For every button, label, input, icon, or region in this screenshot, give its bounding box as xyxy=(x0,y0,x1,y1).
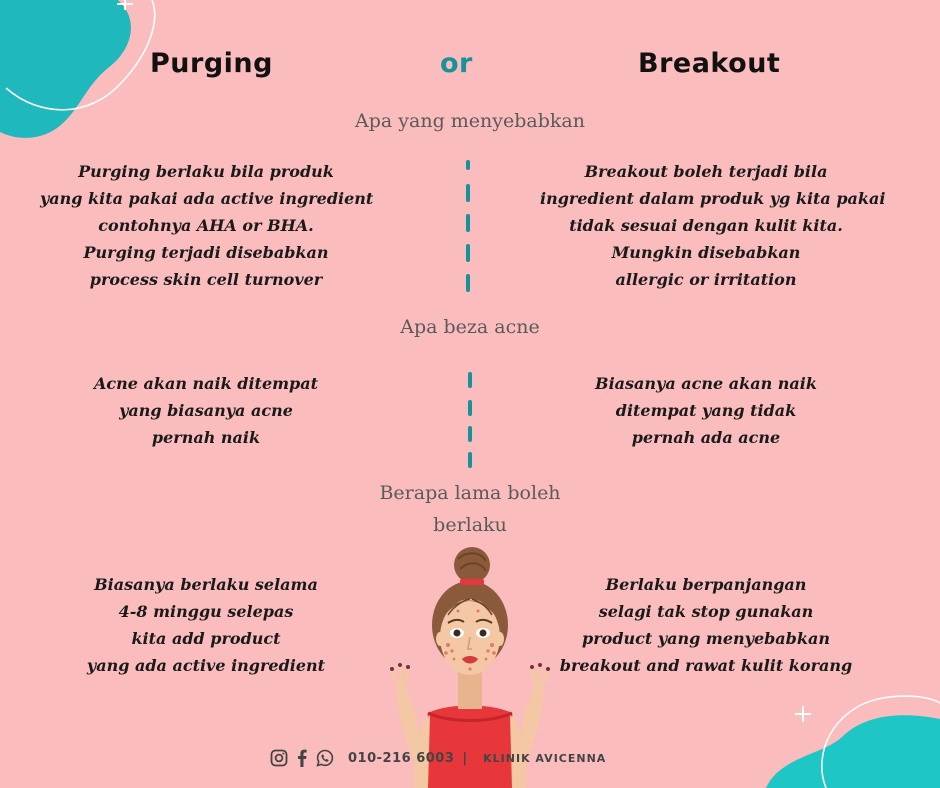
text-line: Berlaku berpanjangan xyxy=(605,575,807,594)
purging-acne-text xyxy=(40,370,372,451)
clinic-name: KLINIK AVICENNA xyxy=(483,751,607,765)
text-line: ingredient dalam produk yg kita pakai xyxy=(540,189,886,208)
breakout-causes-text xyxy=(540,158,886,293)
text-line: breakout and rawat kulit korang xyxy=(559,656,853,675)
footer-separator: | xyxy=(462,750,468,766)
section-title-line: Berapa lama boleh xyxy=(379,482,561,504)
text-line: kita add product xyxy=(131,629,281,648)
phone-number: 010-216 6003 xyxy=(348,750,455,766)
dashed-divider xyxy=(466,370,474,470)
text-line: allergic or irritation xyxy=(615,270,797,289)
section-title-duration xyxy=(0,477,940,541)
text-line: yang ada active ingredient xyxy=(86,656,326,675)
text-line: Biasanya berlaku selama xyxy=(94,575,318,594)
text-line: yang kita pakai ada active ingredient xyxy=(40,189,374,208)
text-line: 4-8 minggu selepas xyxy=(118,602,294,621)
section-title-line: Apa beza acne xyxy=(400,316,540,338)
plus-sparkle-icon xyxy=(795,706,811,722)
breakout-duration-text xyxy=(540,571,872,679)
whatsapp-icon[interactable] xyxy=(316,749,334,767)
instagram-icon[interactable] xyxy=(270,749,288,767)
text-line: pernah ada acne xyxy=(631,428,781,447)
heading-breakout: Breakout xyxy=(638,48,781,79)
text-line: Acne akan naik ditempat xyxy=(93,374,318,393)
section-title-causes xyxy=(0,105,940,137)
text-line: Breakout boleh terjadi bila xyxy=(584,162,828,181)
section-title-difference xyxy=(0,311,940,343)
text-line: product yang menyebabkan xyxy=(582,629,830,648)
text-line: Mungkin disebabkan xyxy=(611,243,801,262)
text-line: ditempat yang tidak xyxy=(615,401,797,420)
purging-causes-text xyxy=(40,158,372,293)
heading-or: or xyxy=(440,48,473,79)
facebook-icon[interactable] xyxy=(296,749,308,767)
text-line: Purging berlaku bila produk xyxy=(78,162,334,181)
text-line: tidak sesuai dengan kulit kita. xyxy=(569,216,843,235)
teal-blob-bottom-right xyxy=(760,693,940,788)
purging-duration-text xyxy=(40,571,372,679)
text-line: Purging terjadi disebabkan xyxy=(83,243,329,262)
section-title-line: berlaku xyxy=(433,514,507,536)
footer-contact-bar xyxy=(270,747,606,769)
text-line: yang biasanya acne xyxy=(119,401,293,420)
dashed-divider xyxy=(464,158,472,296)
text-line: contohnya AHA or BHA. xyxy=(98,216,314,235)
heading-purging: Purging xyxy=(150,48,273,79)
text-line: selagi tak stop gunakan xyxy=(598,602,814,621)
text-line: pernah naik xyxy=(151,428,261,447)
breakout-acne-text xyxy=(540,370,872,451)
section-title-line: Apa yang menyebabkan xyxy=(355,110,585,132)
text-line: process skin cell turnover xyxy=(89,270,323,289)
text-line: Biasanya acne akan naik xyxy=(595,374,817,393)
